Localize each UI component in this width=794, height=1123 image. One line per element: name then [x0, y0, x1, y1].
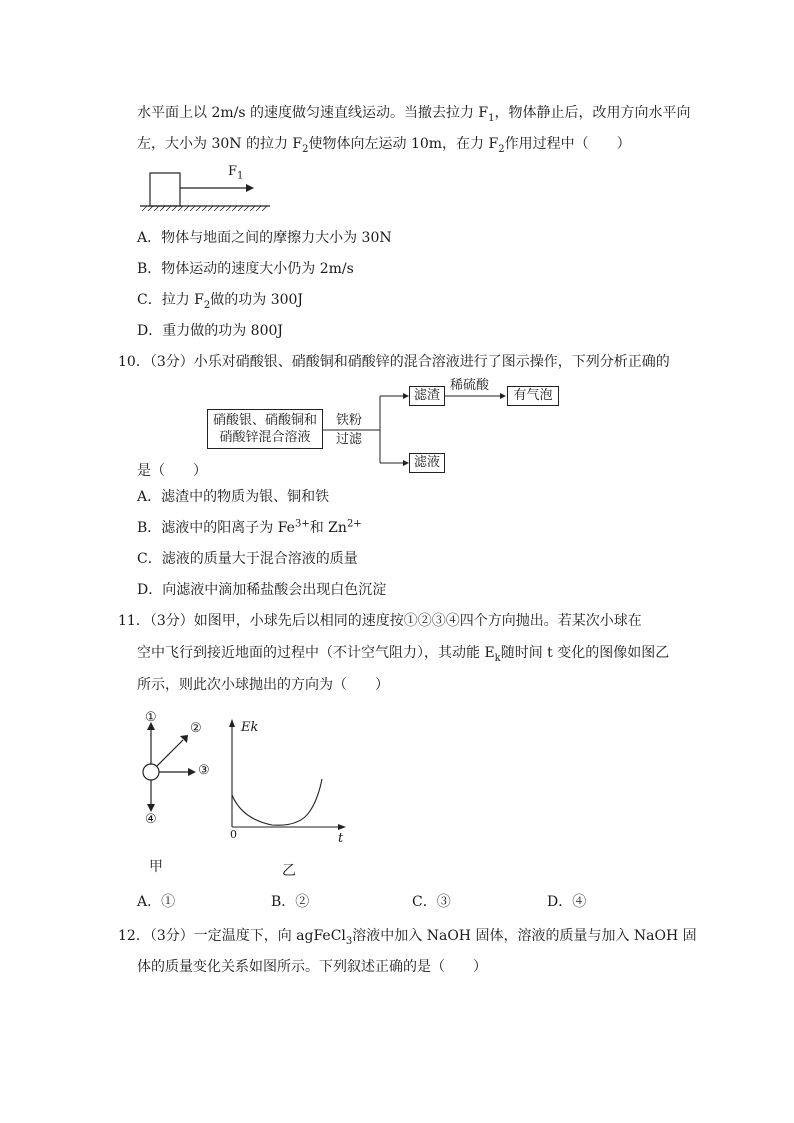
residue-box: 滤渣: [409, 386, 445, 406]
q10-stem-line2: 是（ ）: [137, 463, 207, 479]
q11-option-a: A．①: [137, 894, 176, 910]
q10-stem-line1: 10．（3分）小乐对硝酸银、硝酸铜和硝酸锌的混合溶液进行了图示操作，下列分析正确的: [118, 354, 670, 370]
q10-option-b: B．滤液中的阳离子为 $Fe^{3+}$和 $Zn^{2+}$: [137, 518, 362, 536]
figure-jia-caption: 甲: [149, 859, 163, 875]
q9-option-a: A．物体与地面之间的摩擦力大小为 30N: [137, 230, 392, 246]
q10-option-d: D．向滤液中滴加稀盐酸会出现白色沉淀: [137, 582, 387, 598]
ball: [143, 764, 159, 780]
direction-1-label: ①: [145, 710, 157, 725]
force-label-f1: $F_1$: [228, 164, 244, 182]
q10-option-a: A．滤渣中的物质为银、铜和铁: [137, 489, 330, 505]
q11-option-b: B．②: [271, 894, 310, 910]
q9-option-c: C．拉力 $F_2$做的功为 300J: [137, 292, 304, 311]
bubbles-box: 有气泡: [507, 386, 559, 406]
q12-stem-line2: 体的质量变化关系如图所示。下列叙述正确的是（ ）: [137, 959, 487, 975]
q9-option-d: D．重力做的功为 800J: [137, 323, 284, 339]
q9-option-b: B．物体运动的速度大小仍为 2m/s: [137, 261, 354, 277]
iron-powder-label: 铁粉: [336, 413, 363, 428]
direction-4-label: ④: [145, 812, 157, 827]
dilute-sulfuric-acid-label: 稀硫酸: [450, 378, 490, 393]
direction-2-label: ②: [190, 721, 202, 736]
axis-ek-label: Ek: [241, 720, 259, 735]
q9-block-figure: [138, 163, 278, 215]
q12-stem-line1: 12．（3分）一定温度下，向 agFeCl$_3$溶液中加入 NaOH 固体，溶液的质量与加入 NaOH 固: [118, 928, 697, 947]
axis-t-label: t: [338, 831, 344, 846]
ek-curve: [232, 779, 322, 825]
arrow-2-diagonal: [157, 740, 183, 766]
origin-label: 0: [230, 828, 237, 841]
q11-stem-line3: 所示，则此次小球抛出的方向为（ ）: [137, 677, 389, 693]
mixed-solution-box: 硝酸银、硝酸铜和 硝酸锌混合溶液: [207, 409, 323, 449]
filtrate-box: 滤液: [409, 453, 445, 473]
q10-option-c: C．滤液的质量大于混合溶液的质量: [137, 551, 358, 567]
q11-option-d: D．④: [547, 894, 587, 910]
ground-hatch: [142, 206, 267, 211]
q11-stem-line2: 空中飞行到接近地面的过程中（不计空气阻力），其动能 $E_k$随时间 t 变化的图像如图乙: [137, 645, 670, 664]
figure-yi-caption: 乙: [282, 863, 296, 879]
q11-option-c: C．③: [412, 894, 451, 910]
direction-3-label: ③: [198, 763, 210, 778]
q11-stem-line1: 11．（3分）如图甲，小球先后以相同的速度按①②③④四个方向抛出。若某次小球在: [118, 613, 642, 629]
q9-stem-line1: 水平面上以 2m/s 的速度做匀速直线运动。当撤去拉力 $F_1$，物体静止后，改用方向水平向: [137, 105, 691, 124]
q9-stem-line2: 左，大小为 30N 的拉力 $F_2$使物体向左运动 10m，在力 $F_2$作用过程中（ ）: [137, 136, 631, 155]
filtration-label: 过滤: [336, 432, 363, 447]
block-shape: [150, 173, 180, 206]
